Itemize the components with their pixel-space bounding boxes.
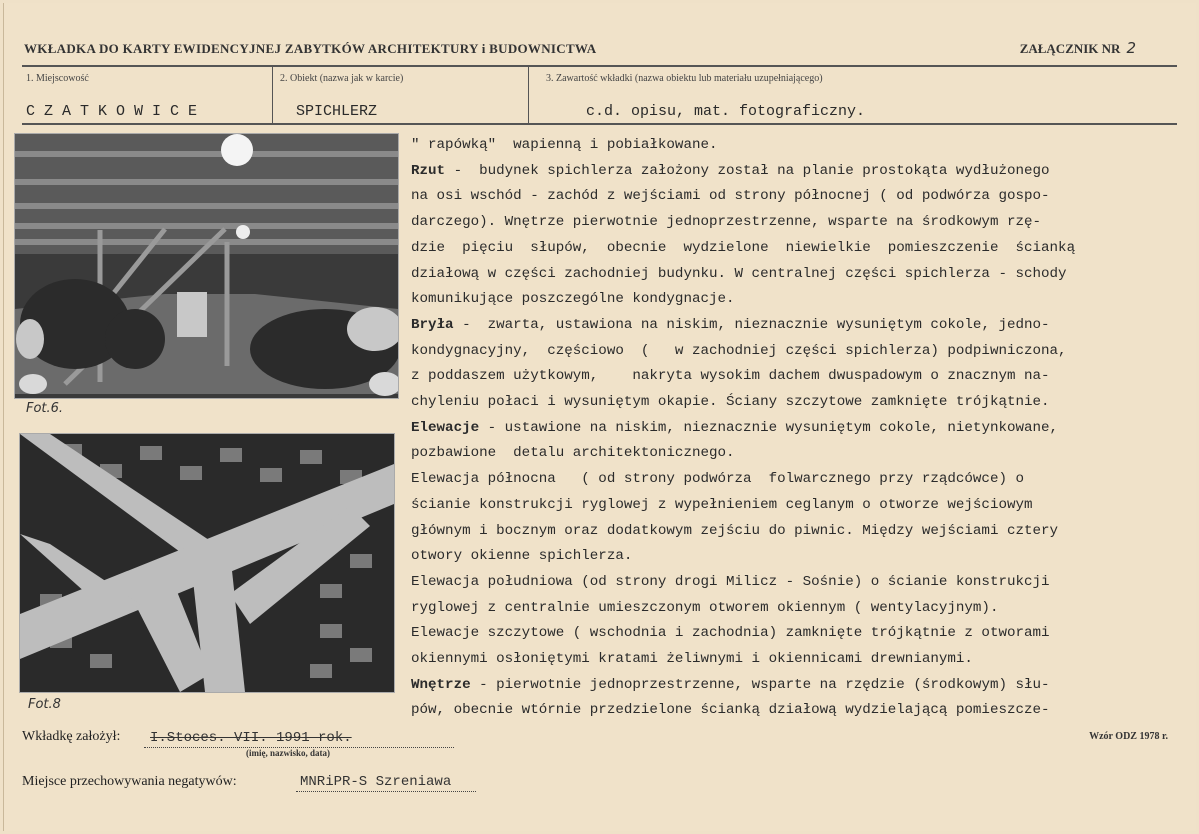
text-line: Wnętrze - pierwotnie jednoprzestrzenne, wsparte na rzędzie (środkowym) słu- bbox=[411, 676, 1050, 693]
photo-roof-truss bbox=[19, 433, 395, 693]
annex-label: ZAŁĄCZNIK NR 2 bbox=[1019, 39, 1136, 57]
record-sheet bbox=[3, 3, 1196, 831]
section-heading-elevations: Elewacje bbox=[411, 419, 480, 436]
storage-value: MNRiPR-S Szreniawa bbox=[300, 774, 452, 790]
text-line: głównym i bocznym oraz dodatkowym zejściu do piwnic. Między wejściami cztery bbox=[411, 522, 1059, 539]
text-line: pozbawione detalu architektonicznego. bbox=[411, 445, 735, 462]
storage-dotted-line bbox=[296, 791, 476, 792]
text-line: pów, obecnie wtórnie przedzielone ścianką działową wydzielającą pomieszcze- bbox=[411, 702, 1050, 719]
section-heading-massing: Bryła bbox=[411, 316, 454, 333]
founder-hint: (imię, nazwisko, data) bbox=[246, 748, 330, 758]
object-value: SPICHLERZ bbox=[296, 103, 378, 120]
photo-roof-truss-caption: Fot.8 bbox=[28, 697, 61, 712]
text-line: ryglowej z centralnie umieszczonym otworem okiennym ( wentylacyjnym). bbox=[411, 599, 999, 616]
text-line: okiennymi osłoniętymi kratami żeliwnymi i okiennicami drewnianymi. bbox=[411, 651, 973, 668]
text-line: komunikujące poszczególne kondygnacje. bbox=[411, 291, 735, 308]
founder-label: Wkładkę założył: bbox=[22, 729, 121, 744]
photo-interior bbox=[14, 133, 399, 399]
text-line: " rapówką" wapienną i pobiałkowane. bbox=[411, 137, 718, 153]
text-line: Elewacje szczytowe ( wschodnia i zachodnia) zamknięte trójkątnie z otworami bbox=[411, 625, 1050, 642]
photo-interior-caption: Fot.6. bbox=[26, 401, 64, 416]
contents-label: 3. Zawartość wkładki (nazwa obiektu lub materiału uzupełniającego) bbox=[546, 73, 823, 84]
text-line: Rzut - budynek spichlerza założony został na planie prostokąta wydłużonego bbox=[411, 162, 1050, 179]
form-pattern-note: Wzór ODZ 1978 r. bbox=[1089, 731, 1168, 742]
text-line: z poddaszem użytkowym, nakryta wysokim dachem dwuspadowym o znacznym na- bbox=[411, 368, 1050, 385]
text-line: na osi wschód - zachód z wejściami od strony północnej ( od podwórza gospo- bbox=[411, 188, 1050, 205]
text-line: Elewacje - ustawione na niskim, nieznacznie wysuniętym cokole, nietynkowane, bbox=[411, 419, 1059, 436]
text-line: darczego). Wnętrze pierwotnie jednoprzestrzenne, wsparte na środkowym rzę- bbox=[411, 214, 1042, 231]
form-title: WKŁADKA DO KARTY EWIDENCYJNEJ ZABYTKÓW ARCHITEKTURY i BUDOWNICTWA bbox=[24, 41, 597, 56]
photo-interior-image bbox=[15, 134, 398, 398]
photo-roof-truss-image bbox=[20, 434, 394, 692]
text-line: kondygnacyjny, częściowo ( w zachodniej części spichlerza) podpiwniczona, bbox=[411, 342, 1067, 359]
text-line: Elewacja południowa (od strony drogi Milicz - Sośnie) o ścianie konstrukcji bbox=[411, 573, 1050, 590]
text-line: otwory okienne spichlerza. bbox=[411, 548, 633, 565]
field-divider bbox=[272, 67, 273, 123]
text-line: dzie pięciu słupów, obecnie wydzielone niewielkie pomieszczenie ścianką bbox=[411, 239, 1076, 256]
section-heading-interior: Wnętrze bbox=[411, 676, 471, 693]
contents-value: c.d. opisu, mat. fotograficzny. bbox=[586, 103, 866, 120]
text-line: działową w części zachodniej budynku. W centralnej części spichlerza - schody bbox=[411, 265, 1067, 282]
fields-rule bbox=[22, 123, 1177, 125]
section-heading-plan: Rzut bbox=[411, 162, 446, 179]
description-text bbox=[411, 133, 1181, 724]
locality-value: CZATKOWICE bbox=[26, 103, 207, 120]
field-divider bbox=[528, 67, 529, 123]
header-rule bbox=[22, 65, 1177, 67]
founder-value: I.Stoces. VII. 1991 rok. bbox=[150, 730, 352, 746]
text-line: Bryła - zwarta, ustawiona na niskim, nieznacznie wysuniętym cokole, jedno- bbox=[411, 316, 1050, 333]
text-line: ścianie konstrukcji ryglowej z wypełnieniem ceglanym o otworze wejściowym bbox=[411, 496, 1033, 513]
text-line: chyleniu połaci i wysuniętym okapie. Ściany szczytowe zamknięte trójkątnie. bbox=[411, 394, 1050, 411]
text-line: Elewacja północna ( od strony podwórza folwarcznego przy rządcówce) o bbox=[411, 471, 1024, 488]
object-label: 2. Obiekt (nazwa jak w karcie) bbox=[280, 73, 404, 84]
storage-label: Miejsce przechowywania negatywów: bbox=[22, 774, 237, 789]
annex-number: 2 bbox=[1126, 39, 1136, 57]
locality-label: 1. Miejscowość bbox=[26, 73, 89, 84]
